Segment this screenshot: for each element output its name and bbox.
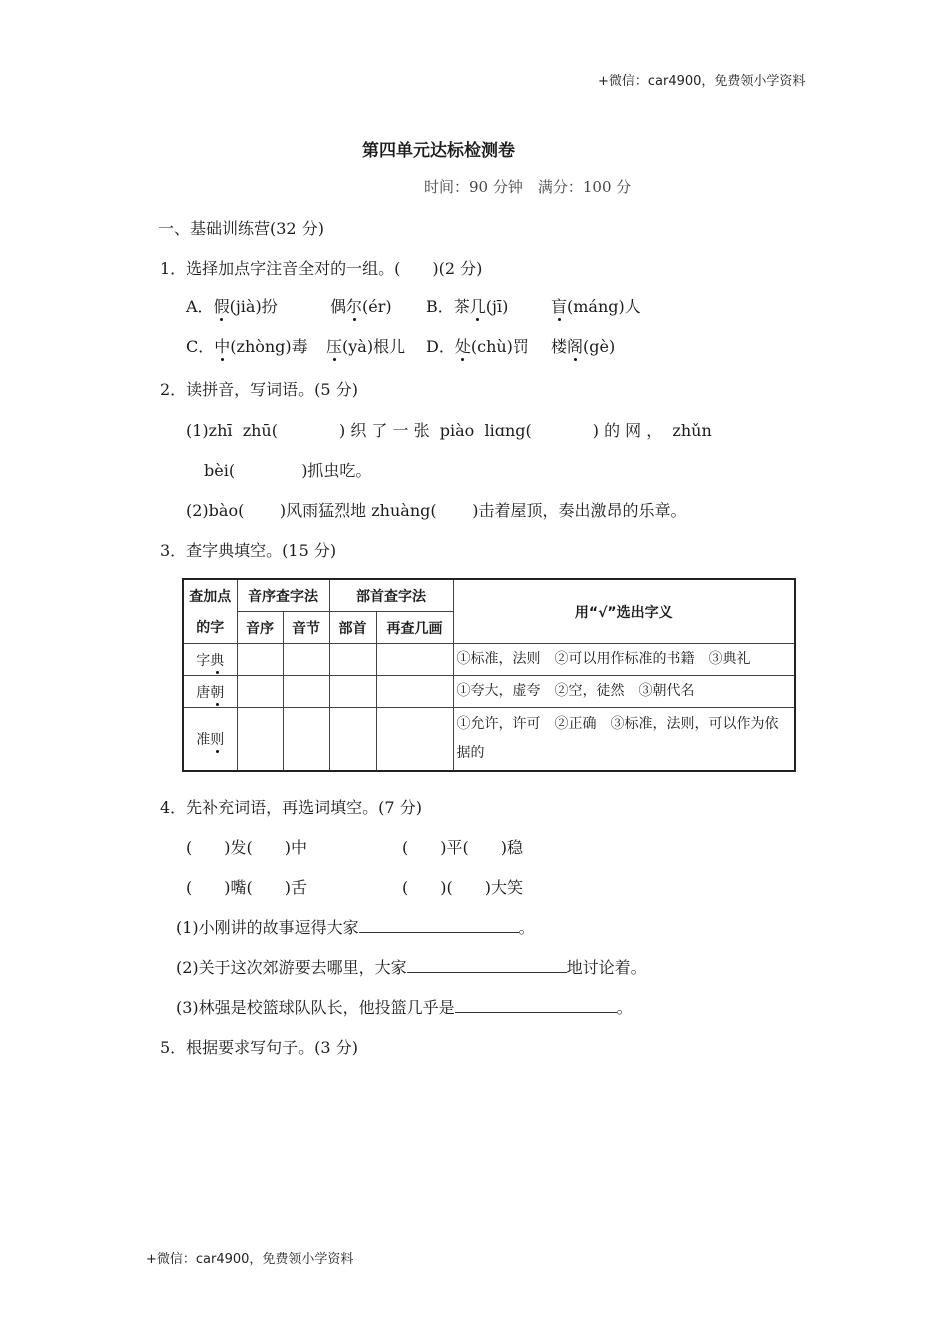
q4-sentence-1: (1)小刚讲的故事逗得大家 。	[176, 918, 535, 937]
table-row	[183, 644, 795, 676]
header-bushou: 部首	[329, 612, 376, 644]
header-yinjie: 音节	[283, 612, 329, 644]
header-stroke-count: 再查几画	[376, 612, 453, 644]
dotted-char: 阁	[567, 334, 583, 357]
header-yinxu: 音序	[237, 612, 283, 644]
dotted-char: 压	[326, 334, 342, 357]
dotted-char: 朝	[210, 682, 224, 702]
row-meanings: ①夸大，虚夸 ②空，徒然 ③朝代名	[453, 676, 795, 708]
dotted-char: 处	[455, 334, 471, 357]
question-5-stem: 5．根据要求写句子。(3 分)	[160, 1038, 358, 1057]
q4-word-4: ( )( )大笑	[402, 878, 523, 897]
answer-cell[interactable]	[329, 644, 376, 676]
dotted-char: 尔	[346, 294, 362, 317]
q1-option-b-word2: 盲(máng)人	[551, 294, 641, 317]
answer-cell[interactable]	[329, 676, 376, 708]
dotted-char: 典	[210, 650, 224, 670]
subtitle-time-score: 时间：90 分钟 满分：100 分	[424, 178, 632, 196]
header-char: 查加点	[183, 579, 237, 612]
answer-cell[interactable]	[376, 708, 453, 772]
table-row	[183, 708, 795, 772]
answer-cell[interactable]	[237, 644, 283, 676]
answer-cell[interactable]	[376, 676, 453, 708]
q1-option-d: D．处(chù)罚	[426, 334, 529, 357]
question-4-stem: 4．先补充词语，再选词填空。(7 分)	[160, 798, 422, 817]
option-label: C．	[186, 337, 215, 356]
option-label: B．	[426, 297, 454, 316]
question-2-stem: 2．读拼音，写词语。(5 分)	[160, 380, 358, 399]
q4-sentence-3: (3)林强是校篮球队队长，他投篮几乎是 。	[176, 998, 633, 1017]
q1-option-a: A．假(jià)扮	[186, 294, 278, 317]
dotted-char: 中	[214, 334, 230, 357]
q2-line-2: bèi( )抓虫吃。	[204, 461, 372, 480]
answer-cell[interactable]	[283, 708, 329, 772]
q2-line-3: (2)bào( )风雨猛烈地 zhuàng( )击着屋顶，奏出激昂的乐章。	[186, 501, 687, 520]
q4-word-3: ( )嘴( )舌	[186, 878, 307, 897]
q1-option-c-word2: 压(yà)根儿	[326, 334, 405, 357]
answer-cell[interactable]	[283, 676, 329, 708]
q4-word-2: ( )平( )稳	[402, 838, 523, 857]
watermark-bottom: +微信：car4900，免费领小学资料	[146, 1252, 354, 1267]
answer-cell[interactable]	[283, 644, 329, 676]
answer-cell[interactable]	[329, 708, 376, 772]
section-heading-basic: 一、基础训练营(32 分)	[158, 219, 324, 238]
fill-blank[interactable]	[407, 958, 567, 973]
q4-sentence-2: (2)关于这次郊游要去哪里，大家 地讨论着。	[176, 958, 647, 977]
table-row	[183, 676, 795, 708]
q1-option-c: C．中(zhòng)毒	[186, 334, 308, 357]
dotted-char: 几	[470, 294, 486, 317]
row-char: 准则	[183, 708, 237, 772]
header-char-2: 的字	[183, 612, 237, 644]
header-bushou-method: 部首查字法	[329, 579, 453, 612]
row-meanings: ①允许，许可 ②正确 ③标准，法则，可以作为依据的	[453, 708, 795, 772]
q1-option-d-word2: 楼阁(gè)	[551, 334, 615, 357]
page-title: 第四单元达标检测卷	[362, 141, 515, 161]
q2-line-1: (1)zhī zhū( ) 织 了 一 张 piào liɑng( ) 的 网 ， zhǔn	[186, 421, 712, 440]
header-meaning: 用“√”选出字义	[453, 579, 795, 644]
header-yinxu-method: 音序查字法	[237, 579, 329, 612]
answer-cell[interactable]	[376, 644, 453, 676]
row-char: 唐朝	[183, 676, 237, 708]
question-1-stem: 1．选择加点字注音全对的一组。( )(2 分)	[160, 259, 483, 278]
question-3-stem: 3．查字典填空。(15 分)	[160, 541, 337, 560]
dotted-char: 盲	[551, 294, 567, 317]
answer-cell[interactable]	[237, 676, 283, 708]
q1-option-b: B．茶几(jī)	[426, 294, 508, 317]
dotted-char: 则	[210, 729, 224, 749]
fill-blank[interactable]	[359, 918, 519, 933]
option-label: D．	[426, 337, 455, 356]
answer-cell[interactable]	[237, 708, 283, 772]
row-char: 字典	[183, 644, 237, 676]
option-label: A．	[186, 297, 214, 316]
q1-option-a-word2: 偶尔(ér)	[330, 294, 392, 317]
dotted-char: 假	[214, 294, 230, 317]
fill-blank[interactable]	[455, 998, 617, 1013]
watermark-top: +微信：car4900，免费领小学资料	[598, 74, 806, 89]
row-meanings: ①标准，法则 ②可以用作标准的书籍 ③典礼	[453, 644, 795, 676]
q4-word-1: ( )发( )中	[186, 838, 307, 857]
dictionary-table	[182, 578, 796, 772]
